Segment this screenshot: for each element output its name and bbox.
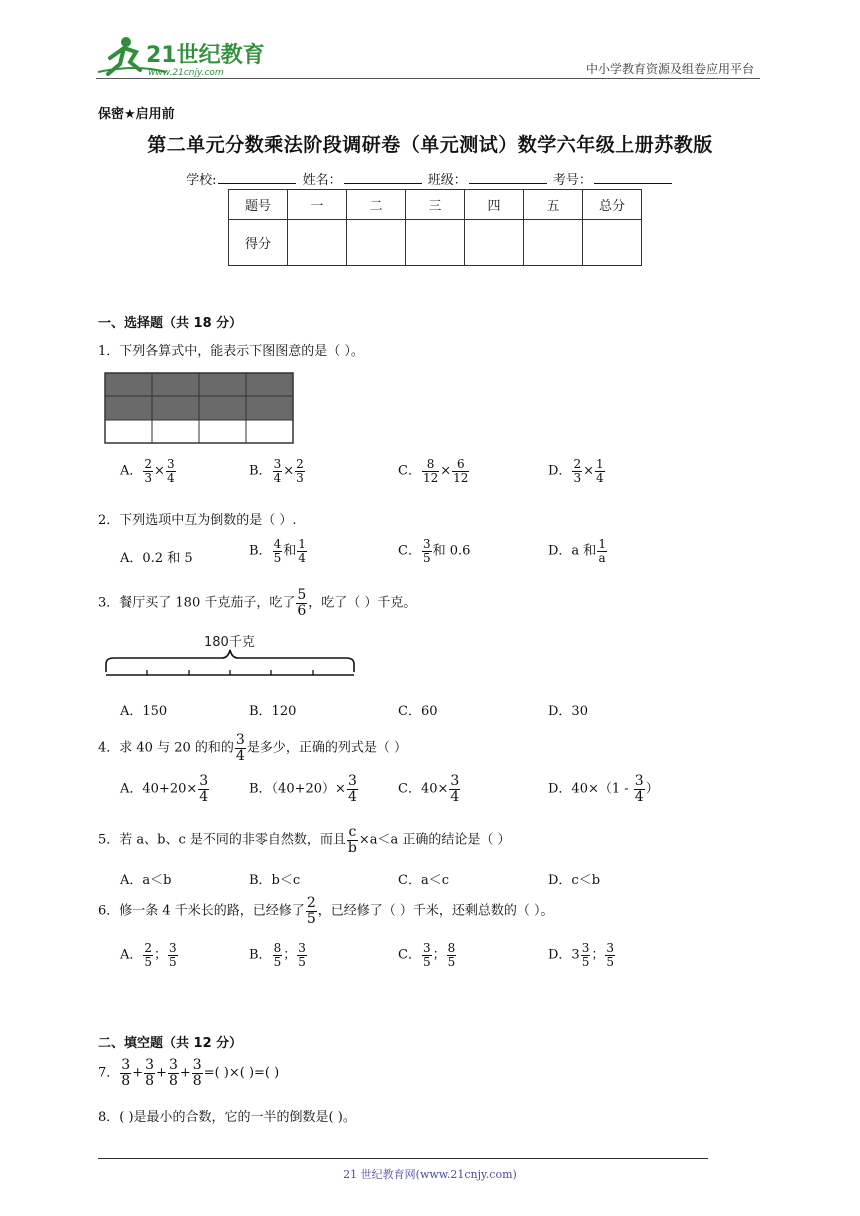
q3-diagram-label: 180千克	[204, 635, 255, 650]
q5-option-c[interactable]: C．a＜c	[398, 873, 449, 888]
q2-stem: 2．下列选项中互为倒数的是（ ）.	[98, 513, 297, 528]
score-header: 总分	[583, 190, 642, 220]
q5-stem: 5．若 a、b、c 是不同的非零自然数，而且 $\frac{c}{b}$ ×a＜a 正确的结论是（ ）	[98, 824, 511, 856]
q6-stem: 6．修一条 4 千米长的路，已经修了 $\frac{2}{5}$ ，已经修了（ ）千米，还剩总数的（ ）。	[98, 895, 554, 927]
score-cell[interactable]	[465, 220, 524, 266]
score-table	[228, 189, 642, 266]
name-blank[interactable]	[344, 171, 422, 184]
score-header: 题号	[229, 190, 288, 220]
q1-option-a[interactable]: A． $\frac{2}{3}$ × $\frac{3}{4}$	[120, 457, 175, 485]
score-cell[interactable]	[583, 220, 642, 266]
q4-option-d[interactable]: D．40×（1 - $\frac{3}{4}$ ）	[548, 773, 659, 805]
runner-logo-icon	[96, 34, 266, 78]
q6-option-c[interactable]: C． $\frac{3}{5}$ ； $\frac{8}{5}$	[398, 941, 456, 969]
header-divider	[96, 78, 760, 79]
q6-option-a[interactable]: A． $\frac{2}{5}$ ； $\frac{3}{5}$	[120, 941, 177, 969]
q1-option-d[interactable]: D． $\frac{2}{3}$ × $\frac{1}{4}$	[548, 457, 604, 485]
q1-option-b[interactable]: B． $\frac{3}{4}$ × $\frac{2}{3}$	[249, 457, 304, 485]
q2-option-d[interactable]: D．a 和 $\frac{1}{a}$	[548, 537, 606, 565]
q2-option-a[interactable]: A．0.2 和 5	[120, 551, 193, 566]
score-header: 五	[524, 190, 583, 220]
score-row-label: 得分	[229, 220, 288, 266]
q1-option-c[interactable]: C． $\frac{8}{12}$ × $\frac{6}{12}$	[398, 457, 469, 485]
secret-label: 保密★启用前	[98, 107, 175, 122]
q4-stem: 4．求 40 与 20 的和的 $\frac{3}{4}$ 是多少，正确的列式是（ ）	[98, 732, 407, 764]
score-cell[interactable]	[406, 220, 465, 266]
class-blank[interactable]	[469, 171, 547, 184]
q1-stem: 1．下列各算式中，能表示下图图意的是（ ）。	[98, 344, 364, 359]
q3-option-a[interactable]: A．150	[120, 704, 168, 719]
score-cell[interactable]	[524, 220, 583, 266]
q4-option-c[interactable]: C．40× $\frac{3}{4}$	[398, 773, 460, 805]
platform-name: 中小学教育资源及组卷应用平台	[585, 62, 754, 76]
footer-text[interactable]: 21 世纪教育网(www.21cnjy.com)	[343, 1168, 517, 1181]
score-cell[interactable]	[347, 220, 406, 266]
svg-text:www.21cnjy.com: www.21cnjy.com	[148, 68, 224, 78]
exam-no-blank[interactable]	[594, 171, 672, 184]
student-info	[0, 169, 860, 188]
page-title: 第二单元分数乘法阶段调研卷（单元测试）数学六年级上册苏教版	[147, 134, 713, 156]
q3-option-d[interactable]: D．30	[548, 704, 588, 719]
class-label: 班级：	[427, 173, 467, 188]
score-header: 三	[406, 190, 465, 220]
score-cell[interactable]	[288, 220, 347, 266]
q8-stem: 8．( )是最小的合数，它的一半的倒数是( )。	[98, 1110, 356, 1125]
name-label: 姓名：	[302, 173, 342, 188]
score-header: 二	[347, 190, 406, 220]
score-header: 一	[288, 190, 347, 220]
logo	[96, 34, 266, 78]
section1-title: 一、选择题（共 18 分）	[98, 316, 243, 331]
q6-option-b[interactable]: B． $\frac{8}{5}$ ； $\frac{3}{5}$	[249, 941, 306, 969]
school-blank[interactable]	[218, 171, 296, 184]
q4-option-b[interactable]: B．（40+20）× $\frac{3}{4}$	[249, 773, 357, 805]
q3-option-c[interactable]: C．60	[398, 704, 438, 719]
q5-option-a[interactable]: A．a＜b	[120, 873, 172, 888]
school-label: 学校:	[186, 173, 217, 188]
q6-option-d[interactable]: D．3 $\frac{3}{5}$ ； $\frac{3}{5}$	[548, 941, 614, 969]
q3-brace-diagram	[104, 628, 356, 686]
section2-title: 二、填空题（共 12 分）	[98, 1036, 243, 1051]
footer-divider	[98, 1158, 708, 1159]
q5-option-d[interactable]: D．c＜b	[548, 873, 601, 888]
score-header: 四	[465, 190, 524, 220]
q5-option-b[interactable]: B．b＜c	[249, 873, 301, 888]
svg-text:21世纪教育: 21世纪教育	[146, 43, 265, 68]
exam-no-label: 考号：	[552, 173, 592, 188]
q3-stem: 3．餐厅买了 180 千克茄子，吃了 $\frac{5}{6}$ ，吃了（ ）千克。	[98, 587, 417, 619]
q7-stem: 7． $\frac{3}{8}$ + $\frac{3}{8}$ + $\frac{3}{8}$ + $\frac{3}{8}$ =( )×( )=( )	[98, 1057, 280, 1089]
q1-grid-diagram	[104, 372, 294, 448]
q2-option-b[interactable]: B． $\frac{4}{5}$ 和 $\frac{1}{4}$	[249, 537, 306, 565]
q4-option-a[interactable]: A．40+20× $\frac{3}{4}$	[120, 773, 209, 805]
q3-option-b[interactable]: B．120	[249, 704, 297, 719]
q2-option-c[interactable]: C． $\frac{3}{5}$ 和 0.6	[398, 537, 471, 565]
